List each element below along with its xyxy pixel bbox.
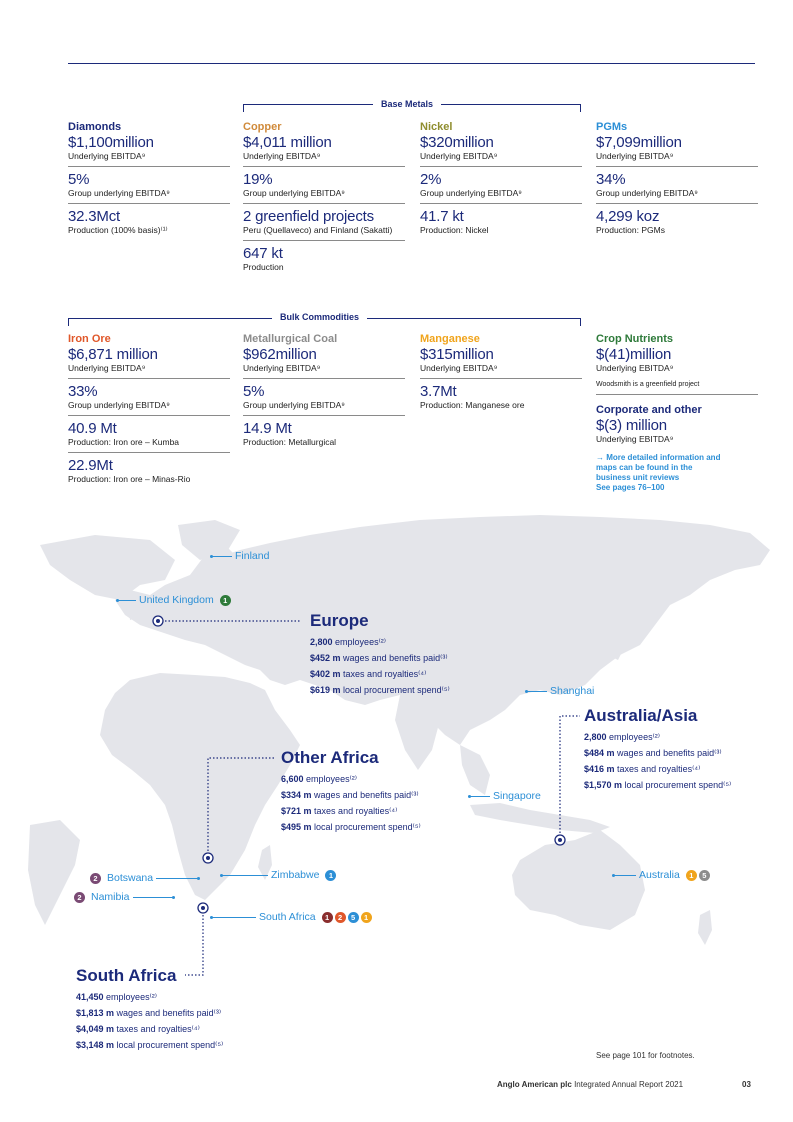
- nickel-title: Nickel: [420, 121, 453, 133]
- south-africa-title: South Africa: [76, 966, 177, 985]
- manganese-ebitda: $315million: [420, 346, 494, 363]
- nickel-production: 41.7 kt: [420, 208, 464, 225]
- other-africa-employees: 6,600: [281, 774, 304, 784]
- uk-badge-1: 1: [220, 595, 231, 606]
- australia-pointer: [614, 875, 636, 876]
- other-africa-wages: $334 m: [281, 790, 312, 800]
- australia-badge-5: 5: [699, 870, 710, 881]
- nickel-production-label: Production: Nickel: [420, 225, 489, 235]
- place-botswana: [90, 872, 198, 884]
- europe-employees-label: employees⁽²⁾: [335, 637, 386, 647]
- south-africa-badge-1b: 1: [361, 912, 372, 923]
- footer-report: Integrated Annual Report 2021: [574, 1080, 684, 1089]
- footer-company: Anglo American plc: [497, 1080, 572, 1089]
- manganese-column: [420, 332, 582, 419]
- diamonds-column: [68, 120, 230, 244]
- australia-asia-employees-label: employees⁽²⁾: [609, 732, 660, 742]
- europe-procurement-label: local procurement spend⁽⁵⁾: [343, 685, 450, 695]
- other-africa-employees-label: employees⁽²⁾: [306, 774, 357, 784]
- copper-share: 19%: [243, 171, 273, 188]
- nickel-column: [420, 120, 582, 244]
- europe-procurement: $619 m: [310, 685, 341, 695]
- nickel-ebitda-label: Underlying EBITDA⁹: [420, 151, 498, 161]
- finland-label: Finland: [235, 550, 270, 562]
- europe-marker-dot: [156, 619, 160, 623]
- europe-taxes-label: taxes and royalties⁽⁴⁾: [343, 669, 427, 679]
- australia-asia-title: Australia/Asia: [584, 706, 698, 725]
- crop-title: Crop Nutrients: [596, 333, 673, 345]
- australia-asia-wages: $484 m: [584, 748, 615, 758]
- met-coal-production-label: Production: Metallurgical: [243, 437, 337, 447]
- botswana-label: Botswana: [107, 872, 154, 884]
- region-europe: [310, 611, 450, 698]
- met-coal-share-label: Group underlying EBITDA⁹: [243, 400, 345, 410]
- australia-asia-taxes-label: taxes and royalties⁽⁴⁾: [617, 764, 701, 774]
- finland-pointer: [212, 556, 232, 557]
- place-singapore: [470, 790, 541, 802]
- botswana-badge-2: 2: [90, 873, 101, 884]
- south-africa-marker-dot: [201, 906, 205, 910]
- crop-column: [596, 332, 758, 493]
- page-number: 03: [742, 1080, 751, 1089]
- south-africa-place-label: South Africa: [259, 911, 316, 923]
- copper-projects: 2 greenfield projects: [243, 208, 374, 225]
- corporate-ebitda: $(3) million: [596, 417, 667, 434]
- region-south-africa: [76, 966, 223, 1053]
- australia-badge-1: 1: [686, 870, 697, 881]
- crop-note: Woodsmith is a greenfield project: [596, 381, 700, 388]
- pgms-column: [596, 120, 758, 244]
- botswana-pointer: [156, 878, 198, 879]
- europe-wages: $452 m: [310, 653, 341, 663]
- south-africa-taxes: $4,049 m: [76, 1024, 115, 1034]
- place-zimbabwe: [222, 869, 336, 881]
- south-africa-pointer: [212, 917, 256, 918]
- namibia-pointer: [133, 897, 173, 898]
- pgms-title: PGMs: [596, 121, 628, 133]
- iron-ore-column: [68, 332, 230, 493]
- namibia-badge-2: 2: [74, 892, 85, 903]
- crop-ebitda-label: Underlying EBITDA⁹: [596, 363, 674, 373]
- copper-share-label: Group underlying EBITDA⁹: [243, 188, 345, 198]
- place-australia: [614, 869, 710, 881]
- corporate-title: Corporate and other: [596, 404, 702, 416]
- other-africa-taxes: $721 m: [281, 806, 312, 816]
- australia-place-label: Australia: [639, 869, 680, 881]
- place-united-kingdom: [118, 594, 231, 606]
- pgms-ebitda-label: Underlying EBITDA⁹: [596, 151, 674, 161]
- uk-label: United Kingdom: [139, 594, 214, 606]
- met-coal-column: [243, 332, 405, 456]
- other-africa-procurement-label: local procurement spend⁽⁵⁾: [314, 822, 421, 832]
- place-shanghai: [527, 685, 594, 697]
- place-south-africa: [212, 911, 372, 923]
- europe-taxes: $402 m: [310, 669, 341, 679]
- zimbabwe-badge-1: 1: [325, 870, 336, 881]
- nickel-share-label: Group underlying EBITDA⁹: [420, 188, 522, 198]
- europe-title: Europe: [310, 611, 369, 630]
- corporate-ebitda-label: Underlying EBITDA⁹: [596, 434, 674, 444]
- south-africa-procurement: $3,148 m: [76, 1040, 115, 1050]
- region-australia-asia: [584, 706, 731, 793]
- manganese-production-label: Production: Manganese ore: [420, 400, 525, 410]
- pgms-production: 4,299 koz: [596, 208, 660, 225]
- base-metals-label: Base Metals: [373, 99, 441, 109]
- diamonds-ebitda-label: Underlying EBITDA⁹: [68, 151, 146, 161]
- footnote-reference: See page 101 for footnotes.: [596, 1051, 695, 1060]
- business-unit-link[interactable]: [596, 453, 726, 493]
- copper-title: Copper: [243, 121, 282, 133]
- other-africa-wages-label: wages and benefits paid⁽³⁾: [314, 790, 419, 800]
- copper-production: 647 kt: [243, 245, 283, 262]
- south-africa-leader: [185, 908, 203, 975]
- namibia-label: Namibia: [91, 891, 130, 903]
- manganese-title: Manganese: [420, 333, 480, 345]
- map-north-america: [40, 535, 175, 600]
- map-indonesia: [470, 803, 610, 833]
- iron-ore-production-minas-rio-label: Production: Iron ore – Minas-Rio: [68, 474, 191, 484]
- australia-asia-procurement: $1,570 m: [584, 780, 623, 790]
- nickel-ebitda: $320million: [420, 134, 494, 151]
- zimbabwe-pointer: [222, 875, 268, 876]
- map-se-asia: [460, 745, 490, 795]
- map-new-zealand: [698, 910, 712, 945]
- manganese-ebitda-label: Underlying EBITDA⁹: [420, 363, 498, 373]
- diamonds-ebitda: $1,100million: [68, 134, 154, 151]
- south-africa-employees: 41,450: [76, 992, 104, 1002]
- pgms-share: 34%: [596, 171, 626, 188]
- shanghai-label: Shanghai: [550, 685, 595, 697]
- pgms-share-label: Group underlying EBITDA⁹: [596, 188, 698, 198]
- map-south-america: [28, 820, 80, 925]
- region-other-africa: [281, 748, 421, 835]
- australia-asia-procurement-label: local procurement spend⁽⁵⁾: [624, 780, 732, 790]
- australia-asia-marker-dot: [558, 838, 562, 842]
- singapore-label: Singapore: [493, 790, 541, 802]
- business-unit-link-text: → More detailed information and maps can be found in the business unit reviews: [596, 453, 721, 482]
- copper-production-label: Production: [243, 262, 284, 272]
- iron-ore-ebitda-label: Underlying EBITDA⁹: [68, 363, 146, 373]
- south-africa-badge-2: 2: [335, 912, 346, 923]
- other-africa-marker-dot: [206, 856, 210, 860]
- zimbabwe-label: Zimbabwe: [271, 869, 320, 881]
- iron-ore-title: Iron Ore: [68, 333, 111, 345]
- europe-employees: 2,800: [310, 637, 333, 647]
- iron-ore-share-label: Group underlying EBITDA⁹: [68, 400, 170, 410]
- met-coal-production: 14.9 Mt: [243, 420, 292, 437]
- other-africa-procurement: $495 m: [281, 822, 312, 832]
- iron-ore-production-minas-rio: 22.9Mt: [68, 457, 113, 474]
- shanghai-pointer: [527, 691, 547, 692]
- south-africa-wages: $1,813 m: [76, 1008, 115, 1018]
- copper-projects-label: Peru (Quellaveco) and Finland (Sakatti): [243, 225, 393, 235]
- met-coal-title: Metallurgical Coal: [243, 333, 338, 345]
- met-coal-ebitda: $962million: [243, 346, 317, 363]
- met-coal-share: 5%: [243, 383, 265, 400]
- copper-column: [243, 120, 405, 281]
- south-africa-badge-1: 1: [322, 912, 333, 923]
- place-namibia: [74, 891, 173, 903]
- south-africa-wages-label: wages and benefits paid⁽³⁾: [116, 1008, 222, 1018]
- diamonds-share-label: Group underlying EBITDA⁹: [68, 188, 170, 198]
- bulk-commodities-label: Bulk Commodities: [272, 312, 367, 322]
- australia-asia-employees: 2,800: [584, 732, 607, 742]
- top-rule: [68, 63, 755, 64]
- diamonds-share: 5%: [68, 171, 90, 188]
- south-africa-badge-5: 5: [348, 912, 359, 923]
- met-coal-ebitda-label: Underlying EBITDA⁹: [243, 363, 321, 373]
- iron-ore-ebitda: $6,871 million: [68, 346, 158, 363]
- see-pages-link[interactable]: See pages 76–100: [596, 483, 665, 492]
- copper-ebitda: $4,011 million: [243, 134, 332, 151]
- iron-ore-production-kumba-label: Production: Iron ore – Kumba: [68, 437, 180, 447]
- diamonds-production: 32.3Mct: [68, 208, 120, 225]
- pgms-ebitda: $7,099million: [596, 134, 682, 151]
- manganese-production: 3.7Mt: [420, 383, 457, 400]
- page-footer: [497, 1080, 683, 1089]
- pgms-production-label: Production: PGMs: [596, 225, 665, 235]
- singapore-pointer: [470, 796, 490, 797]
- uk-pointer: [118, 600, 136, 601]
- iron-ore-production-kumba: 40.9 Mt: [68, 420, 117, 437]
- diamonds-title: Diamonds: [68, 121, 122, 133]
- australia-asia-wages-label: wages and benefits paid⁽³⁾: [617, 748, 722, 758]
- south-africa-taxes-label: taxes and royalties⁽⁴⁾: [116, 1024, 200, 1034]
- other-africa-taxes-label: taxes and royalties⁽⁴⁾: [314, 806, 398, 816]
- diamonds-production-label: Production (100% basis)⁽¹⁾: [68, 225, 168, 235]
- europe-wages-label: wages and benefits paid⁽³⁾: [343, 653, 448, 663]
- australia-asia-taxes: $416 m: [584, 764, 615, 774]
- south-africa-employees-label: employees⁽²⁾: [106, 992, 157, 1002]
- place-finland: [212, 550, 269, 562]
- iron-ore-share: 33%: [68, 383, 98, 400]
- south-africa-procurement-label: local procurement spend⁽⁵⁾: [116, 1040, 224, 1050]
- other-africa-title: Other Africa: [281, 748, 379, 767]
- nickel-share: 2%: [420, 171, 442, 188]
- copper-ebitda-label: Underlying EBITDA⁹: [243, 151, 321, 161]
- crop-ebitda: $(41)million: [596, 346, 672, 363]
